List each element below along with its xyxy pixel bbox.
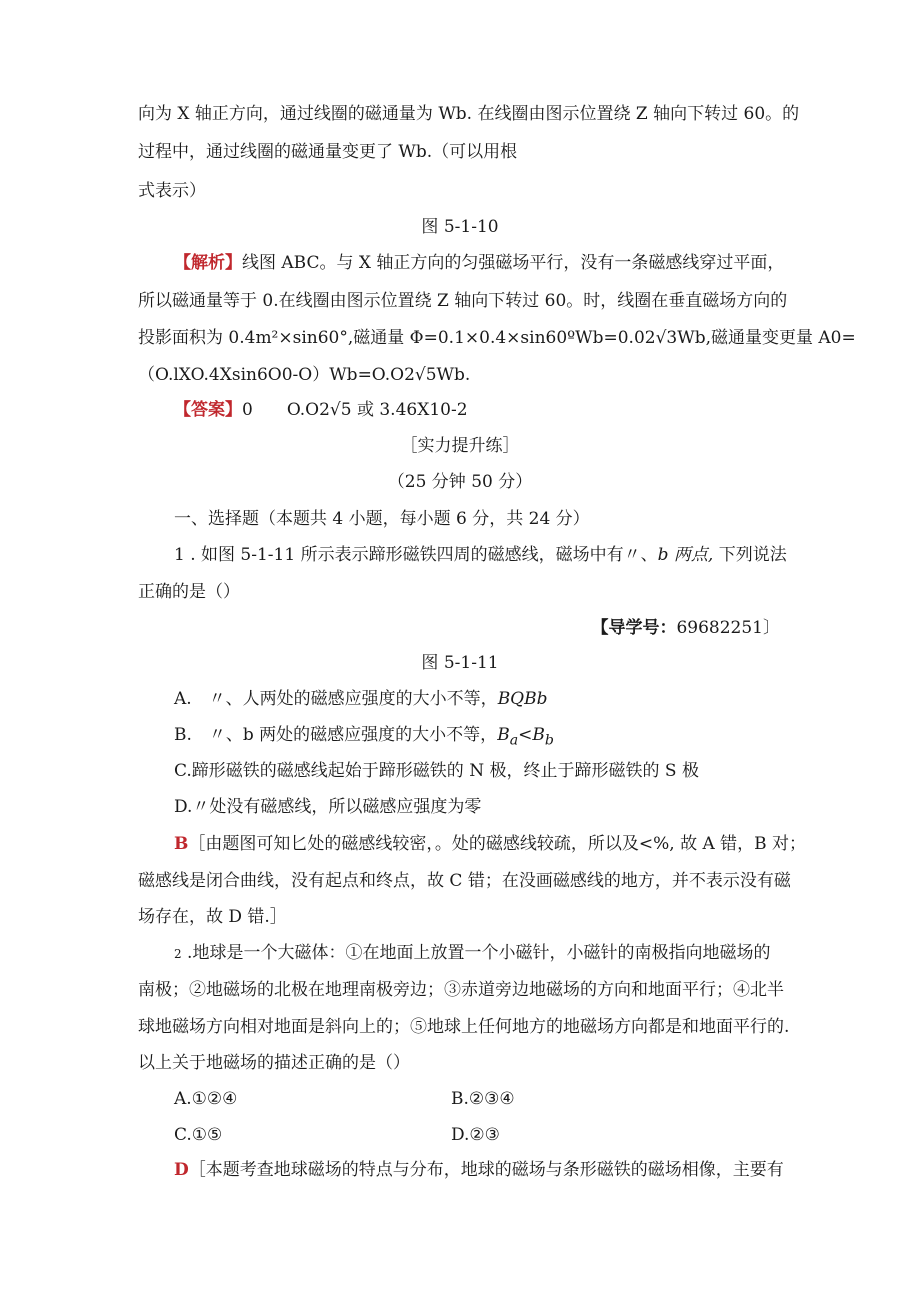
- q2-option-d: D.②③: [451, 1125, 500, 1145]
- q1-option-a-formula: BQBb: [497, 689, 548, 709]
- q1-explanation-line2: 磁感线是闭合曲线，没有起点和终点，故 C 错；在没画磁感线的地方，并不表示没有磁: [138, 871, 791, 891]
- q1-answer-letter: B: [174, 834, 189, 854]
- q2-line1: [174, 942, 770, 965]
- q2-line2: 南极；②地磁场的北极在地理南极旁边；③赤道旁边地磁场的方向和地面平行；④北半: [138, 980, 784, 1000]
- q1-text-italic: b 两点,: [657, 545, 714, 565]
- q10-line3: 式表示）: [138, 181, 206, 201]
- q1-option-b-sub2: b: [544, 732, 554, 749]
- q1-option-b-lt: <: [518, 725, 533, 745]
- q1-line1: [174, 544, 787, 566]
- q2-option-b: B.②③④: [451, 1089, 515, 1109]
- q1-option-a-text: A. 〃、人两处的磁感应强度的大小不等，: [174, 689, 498, 709]
- q1-explanation-line3: 场存在，故 D 错.］: [138, 907, 287, 927]
- q1-option-a: [174, 688, 548, 710]
- q2-line3: 球地磁场方向相对地面是斜向上的；⑤地球上任何地方的地磁场方向都是和地面平行的.: [138, 1017, 790, 1037]
- analysis-line4: （O.lXO.4Xsin6O0-O）Wb=O.O2√5Wb.: [138, 365, 471, 385]
- analysis-text: 线图 ABC。与 X 轴正方向的匀强磁场平行，没有一条磁感线穿过平面，: [242, 253, 785, 273]
- section-title: ［实力提升练］: [400, 436, 520, 456]
- analysis-line3: 投影面积为 0.4m²×sin60°,磁通量 Φ=0.1×0.4×sin60ºWb=0.02√3Wb,磁通量变更量 A0=: [138, 328, 856, 348]
- q1-option-d: D.〃处没有磁感线，所以磁感应强度为零: [174, 797, 482, 817]
- analysis-line2: 所以磁通量等于 0.在线圈由图示位置绕 Z 轴向下转过 60。时，线圈在垂直磁场方向的: [138, 291, 788, 311]
- q1-explanation-line1: [174, 833, 806, 855]
- q1-option-b-b1: B: [497, 725, 510, 745]
- q1-explanation-text: ［由题图可知匕处的磁感线较密，。处的磁感线较疏，所以及<%, 故 A 错，B 对；: [188, 834, 807, 854]
- q1-line2: 正确的是（）: [138, 582, 240, 602]
- guide-num: 69682251〕: [676, 618, 780, 638]
- figure-caption-5-1-10: 图 5-1-10: [421, 217, 499, 237]
- q2-answer-letter: D: [174, 1160, 189, 1180]
- q10-line1: 向为 X 轴正方向，通过线圈的磁通量为 Wb. 在线圈由图示位置绕 Z 轴向下转过 60。的: [138, 104, 800, 124]
- q2-number: 2: [174, 947, 182, 961]
- analysis-line1: [174, 252, 784, 274]
- q1-option-b-sub1: a: [509, 732, 519, 749]
- q2-option-c: C.①⑤: [174, 1125, 223, 1145]
- q1-text-end: 下列说法: [713, 545, 787, 565]
- q2-line4: 以上关于地磁场的描述正确的是（）: [138, 1053, 410, 1073]
- guide-tag: 【导学号：: [591, 618, 677, 638]
- q1-option-b: [174, 724, 554, 751]
- q1-option-c: C.蹄形磁铁的磁感线起始于蹄形磁铁的 N 极，终止于蹄形磁铁的 S 极: [174, 761, 699, 781]
- q2-explanation-line1: [174, 1159, 784, 1181]
- q1-option-b-text: B. 〃、b 两处的磁感应强度的大小不等，: [174, 725, 498, 745]
- q2-option-a: A.①②④: [174, 1089, 238, 1109]
- figure-caption-5-1-11: 图 5-1-11: [421, 653, 499, 673]
- guide-number: [591, 617, 780, 639]
- analysis-tag: 【解析】: [174, 253, 242, 273]
- q1-option-b-b2: B: [532, 725, 545, 745]
- section-time: （25 分钟 50 分）: [387, 472, 533, 492]
- answer-text: 0 O.O2√5 或 3.46X10-2: [242, 400, 468, 420]
- q2-explanation-text: ［本题考查地球磁场的特点与分布，地球的磁场与条形磁铁的磁场相像，主要有: [188, 1160, 784, 1180]
- section-part: 一、选择题（本题共 4 小题，每小题 6 分，共 24 分）: [174, 509, 590, 529]
- answer-line: [174, 399, 468, 421]
- q2-text: .地球是一个大磁体：①在地面上放置一个小磁针，小磁针的南极指向地磁场的: [181, 943, 771, 963]
- q10-line2: 过程中，通过线圈的磁通量变更了 Wb.（可以用根: [138, 142, 518, 162]
- q1-text: 1 . 如图 5-1-11 所示表示蹄形磁铁四周的磁感线，磁场中有〃、: [174, 545, 658, 565]
- answer-tag: 【答案】: [174, 400, 242, 420]
